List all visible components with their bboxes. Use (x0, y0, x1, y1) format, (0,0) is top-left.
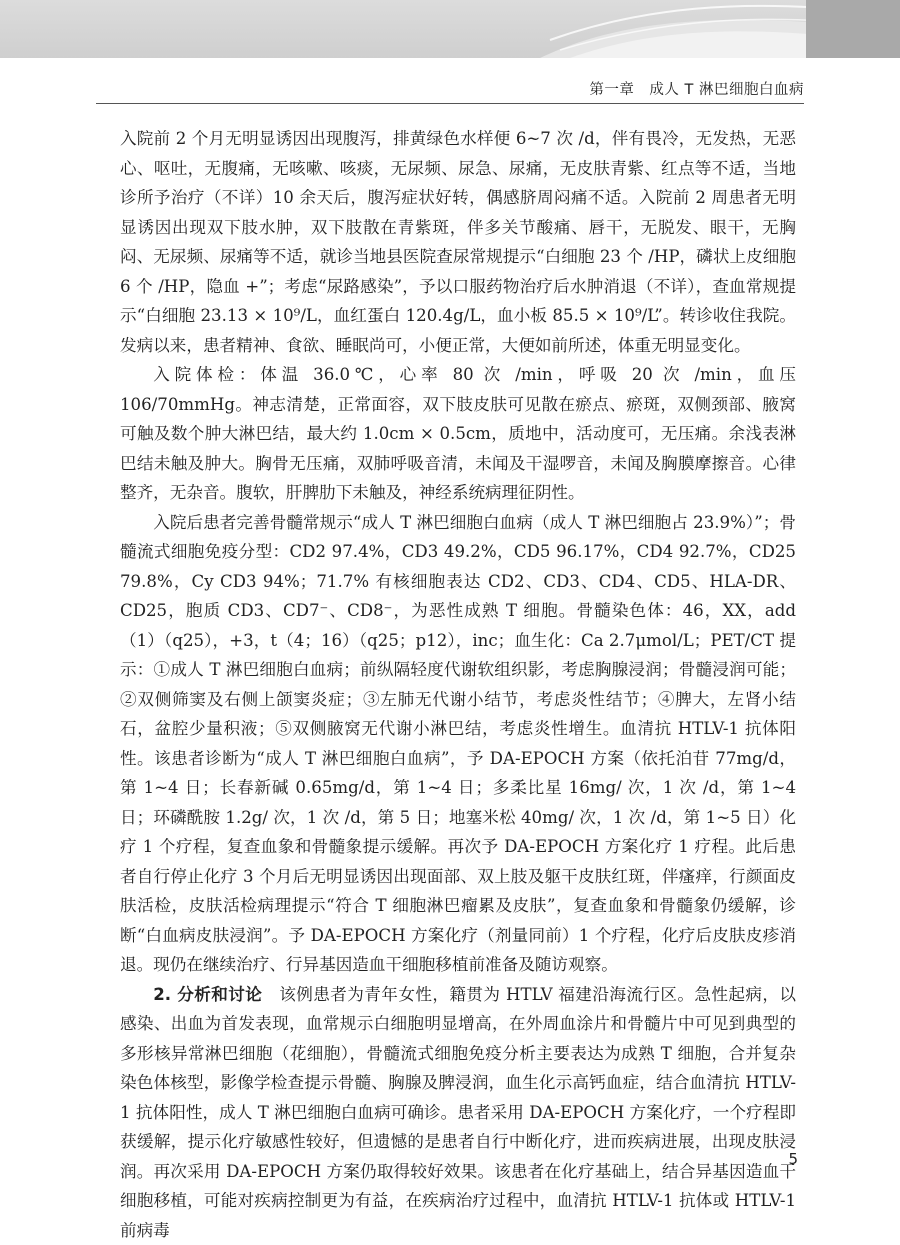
paragraph-physical-exam: 入院体检：体温 36.0℃，心率 80 次 /min，呼吸 20 次 /min，血压 106/70mmHg。神志清楚，正常面容，双下肢皮肤可见散在瘀点、瘀斑，双侧颈部、腋窝可触及数个肿大淋巴结，最大约 1.0cm × 0.5cm，质地中，活动度可，无压痛。余浅表淋巴结未触及肿大。胸骨无压痛，双肺呼吸音清，未闻及干湿啰音，未闻及胸膜摩擦音。心律整齐，无杂音。腹软，肝脾肋下未触及，神经系统病理征阴性。 (120, 360, 796, 508)
header-corner-block (806, 0, 900, 58)
section-heading: 2. 分析和讨论 (153, 985, 262, 1004)
paragraph-history: 入院前 2 个月无明显诱因出现腹泻，排黄绿色水样便 6~7 次 /d，伴有畏冷，无发热，无恶心、呕吐，无腹痛，无咳嗽、咳痰，无尿频、尿急、尿痛，无皮肤青紫、红点等不适，当地诊所予治疗（不详）10 余天后，腹泻症状好转，偶感脐周闷痛不适。入院前 2 周患者无明显诱因出现双下肢水肿，双下肢散在青紫斑，伴多关节酸痛、唇干，无脱发、眼干，无胸闷、无尿频、尿痛等不适，就诊当地县医院查尿常规提示“白细胞 23 个 /HP，磷状上皮细胞 6 个 /HP，隐血 +”；考虑“尿路感染”，予以口服药物治疗后水肿消退（不详），查血常规提示“白细胞 23.13 × 10⁹/L，血红蛋白 120.4g/L，血小板 85.5 × 10⁹/L”。转诊收住我院。发病以来，患者精神、食欲、睡眠尚可，小便正常，大便如前所述，体重无明显变化。 (120, 124, 796, 360)
page-number: 5 (788, 1150, 798, 1168)
paragraph-discussion (120, 980, 796, 1245)
paragraph-workup-treatment: 入院后患者完善骨髓常规示“成人 T 淋巴细胞白血病（成人 T 淋巴细胞占 23.9%）”；骨髓流式细胞免疫分型：CD2 97.4%，CD3 49.2%，CD5 96.17%，CD4 92.7%，CD25 79.8%，Cy CD3 94%；71.7% 有核细胞表达 CD2、CD3、CD4、CD5、HLA-DR、CD25，胞质 CD3、CD7⁻、CD8⁻，为恶性成熟 T 细胞。骨髓染色体：46，XX，add（1）（q25），+3，t（4；16）（q25；p12），inc；血生化：Ca 2.7μmol/L；PET/CT 提示：①成人 T 淋巴细胞白血病；前纵隔轻度代谢软组织影，考虑胸腺浸润；骨髓浸润可能；②双侧筛窦及右侧上颌窦炎症；③左肺无代谢小结节，考虑炎性结节；④脾大，左肾小结石，盆腔少量积液；⑤双侧腋窝无代谢小淋巴结，考虑炎性增生。血清抗 HTLV-1 抗体阳性。该患者诊断为“成人 T 淋巴细胞白血病”，予 DA-EPOCH 方案（依托泊苷 77mg/d，第 1~4 日；长春新碱 0.65mg/d，第 1~4 日；多柔比星 16mg/ 次，1 次 /d，第 1~4 日；环磷酰胺 1.2g/ 次，1 次 /d，第 5 日；地塞米松 40mg/ 次，1 次 /d，第 1~5 日）化疗 1 个疗程，复查血象和骨髓象提示缓解。再次予 DA-EPOCH 方案化疗 1 疗程。此后患者自行停止化疗 3 个月后无明显诱因出现面部、双上肢及躯干皮肤红斑，伴瘙痒，行颜面皮肤活检，皮肤活检病理提示“符合 T 细胞淋巴瘤累及皮肤”，复查血象和骨髓象仍缓解，诊断“白血病皮肤浸润”。予 DA-EPOCH 方案化疗（剂量同前）1 个疗程，化疗后皮肤皮疹消退。现仍在继续治疗、行异基因造血干细胞移植前准备及随访观察。 (120, 508, 796, 980)
body-text (120, 124, 796, 1245)
header-rule (96, 103, 804, 104)
discussion-text: 该例患者为青年女性，籍贯为 HTLV 福建沿海流行区。急性起病，以感染、出血为首发表现，血常规示白细胞明显增高，在外周血涂片和骨髓片中可见到典型的多形核异常淋巴细胞（花细胞），骨髓流式细胞免疫分析主要表达为成熟 T 细胞，合并复杂染色体核型，影像学检查提示骨髓、胸腺及脾浸润，血生化示高钙血症，结合血清抗 HTLV-1 抗体阳性，成人 T 淋巴细胞白血病可确诊。患者采用 DA-EPOCH 方案化疗，一个疗程即获缓解，提示化疗敏感性较好，但遗憾的是患者自行中断化疗，进而疾病进展，出现皮肤浸润。再次采用 DA-EPOCH 方案仍取得较好效果。该患者在化疗基础上，结合异基因造血干细胞移植，可能对疾病控制更为有益，在疾病治疗过程中，血清抗 HTLV-1 抗体或 HTLV-1 前病毒 (120, 985, 796, 1240)
chapter-title: 第一章 成人 T 淋巴细胞白血病 (589, 78, 804, 99)
